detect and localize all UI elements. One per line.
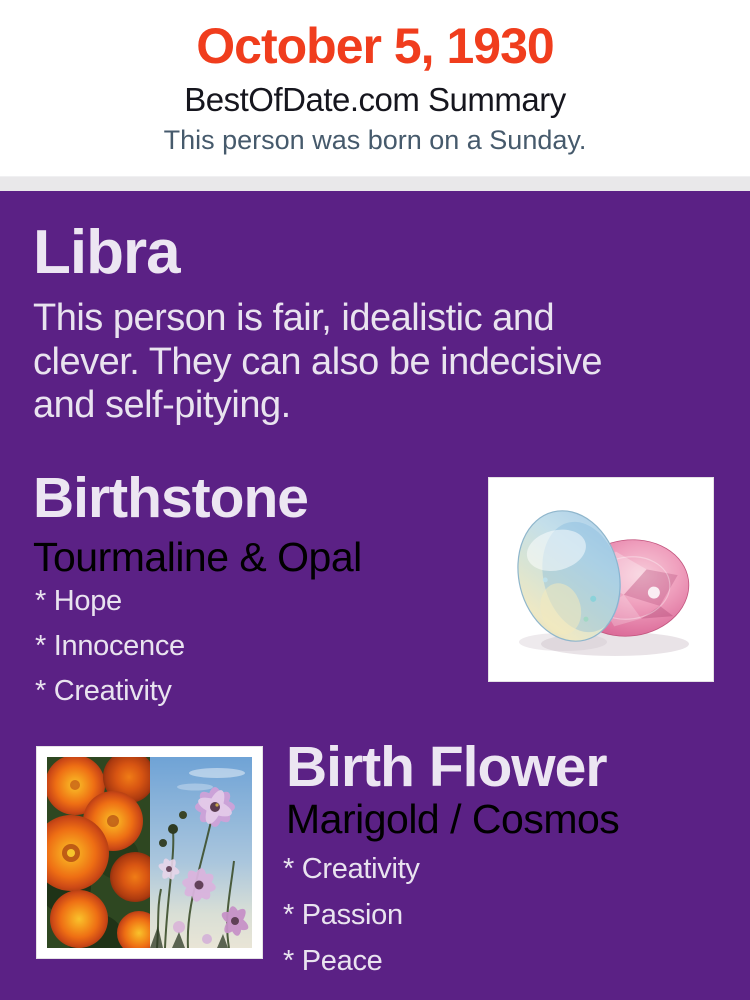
birthstone-trait: * Hope bbox=[35, 585, 122, 617]
birthstone-heading: Birthstone bbox=[33, 466, 308, 530]
divider-strip bbox=[0, 176, 750, 191]
zodiac-description: This person is fair, idealistic and clever. They can also be indecisive and self-pitying. bbox=[33, 297, 603, 427]
opal-tourmaline-illustration bbox=[503, 492, 699, 667]
birth-flower-trait: * Peace bbox=[283, 945, 383, 977]
born-day-line: This person was born on a Sunday. bbox=[163, 125, 587, 155]
birth-flower-trait: * Creativity bbox=[283, 853, 420, 885]
birth-flower-heading: Birth Flower bbox=[286, 735, 607, 799]
birth-flower-traits-list bbox=[283, 855, 420, 976]
marigold-cosmos-illustration bbox=[47, 757, 252, 948]
birthstone-names: Tourmaline & Opal bbox=[33, 534, 362, 580]
birthstone-trait: * Creativity bbox=[35, 675, 172, 707]
birth-flower-trait: * Passion bbox=[283, 899, 403, 931]
date-title: October 5, 1930 bbox=[196, 18, 554, 74]
birth-flower-names: Marigold / Cosmos bbox=[286, 796, 620, 842]
header bbox=[0, 0, 750, 176]
birthstone-photo bbox=[489, 478, 713, 681]
birthstone-traits-list bbox=[35, 587, 185, 706]
birth-flower-photo bbox=[37, 747, 262, 958]
site-summary-title: BestOfDate.com Summary bbox=[184, 81, 566, 118]
birthstone-trait: * Innocence bbox=[35, 630, 185, 662]
zodiac-sign-heading: Libra bbox=[33, 218, 180, 287]
